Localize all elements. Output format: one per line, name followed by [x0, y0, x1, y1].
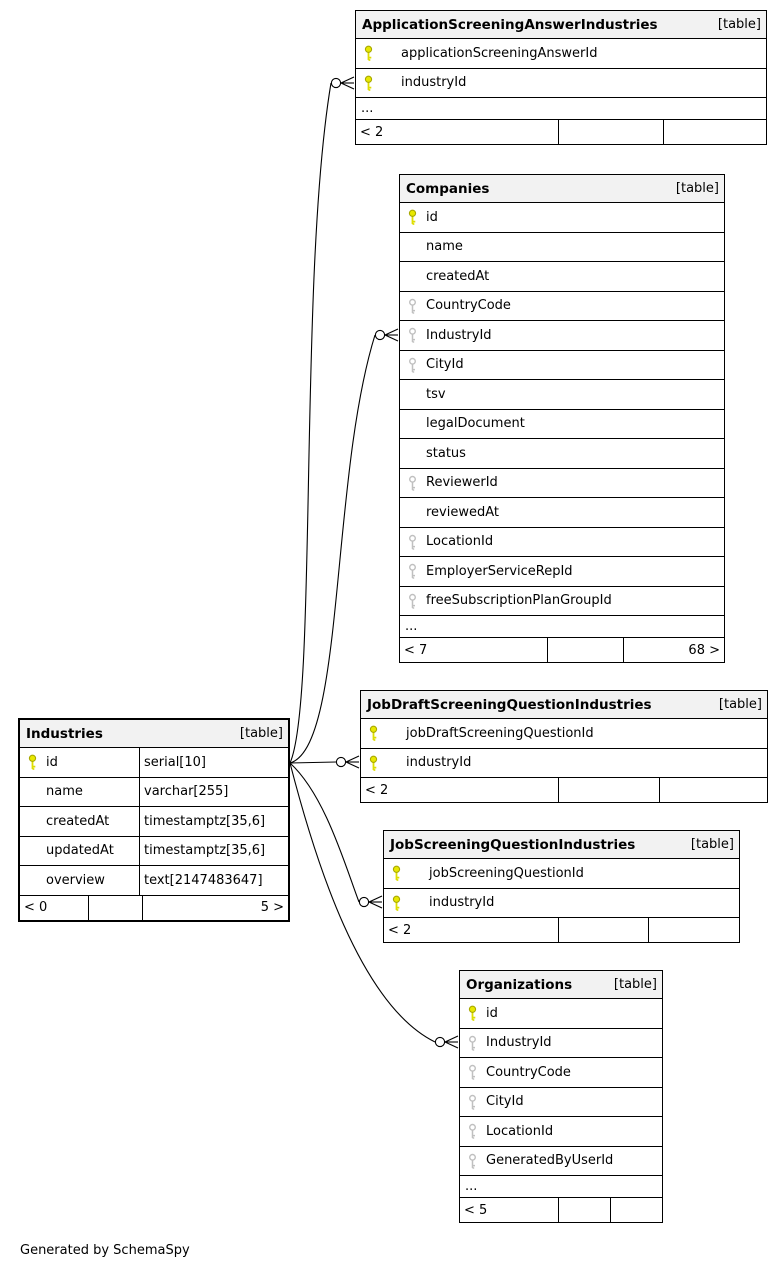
no-key-icon — [27, 872, 38, 888]
table-footer — [20, 896, 288, 920]
column-row — [361, 719, 767, 749]
more-columns-ellipsis: ... — [400, 616, 724, 638]
column-row — [400, 439, 724, 469]
column-name-cell — [20, 748, 140, 777]
crows-foot-marker — [369, 902, 382, 908]
column-name: tsv — [426, 386, 446, 402]
column-name: CountryCode — [486, 1064, 571, 1080]
column-row — [460, 1117, 662, 1147]
primary-key-icon — [391, 865, 402, 881]
table-organizations — [459, 970, 663, 1223]
table-title[interactable]: ApplicationScreeningAnswerIndustries — [362, 16, 658, 33]
primary-key-icon — [363, 45, 374, 61]
crows-foot-marker — [346, 762, 359, 768]
table-header — [20, 720, 288, 748]
no-key-icon — [407, 268, 418, 284]
foreign-key-icon — [467, 1035, 478, 1051]
column-name: CountryCode — [426, 298, 511, 314]
primary-key-icon — [368, 755, 379, 771]
table-companies — [399, 174, 725, 663]
primary-key-icon — [368, 725, 379, 741]
table-footer — [400, 638, 724, 662]
footer-middle-cell — [559, 918, 649, 942]
column-row — [460, 999, 662, 1029]
table-footer — [361, 778, 767, 802]
connector-circle-marker — [336, 757, 345, 766]
column-row — [400, 587, 724, 617]
more-columns-ellipsis: ... — [460, 1176, 662, 1198]
column-name: GeneratedByUserId — [486, 1153, 614, 1169]
table-type-badge: [table] — [717, 17, 761, 32]
child-degree-cell: 68 > — [688, 642, 720, 658]
primary-key-icon — [363, 75, 374, 91]
column-name: EmployerServiceRepId — [426, 563, 573, 579]
column-name: name — [426, 239, 463, 255]
crows-foot-marker — [369, 896, 382, 902]
column-type: serial[10] — [144, 754, 206, 770]
primary-key-icon — [467, 1005, 478, 1021]
crows-foot-marker — [445, 1036, 458, 1042]
column-name-cell — [20, 807, 140, 836]
table-footer — [356, 120, 766, 144]
no-key-icon — [27, 843, 38, 859]
column-row — [20, 748, 288, 778]
foreign-key-icon — [407, 357, 418, 373]
table-title[interactable]: Industries — [26, 725, 103, 742]
column-name: ReviewerId — [426, 475, 498, 491]
column-row — [400, 469, 724, 499]
table-type-badge: [table] — [239, 726, 283, 741]
no-key-icon — [27, 813, 38, 829]
foreign-key-icon — [467, 1153, 478, 1169]
column-type-cell — [140, 755, 288, 770]
footer-middle-cell — [548, 638, 624, 662]
generated-by-note: Generated by SchemaSpy — [20, 1243, 190, 1258]
no-key-icon — [407, 239, 418, 255]
column-row — [400, 233, 724, 263]
connector-circle-marker — [375, 330, 384, 339]
footer-middle-cell — [89, 896, 143, 920]
no-key-icon — [27, 784, 38, 800]
column-row — [460, 1147, 662, 1177]
foreign-key-icon — [467, 1064, 478, 1080]
foreign-key-icon — [467, 1123, 478, 1139]
foreign-key-icon — [407, 563, 418, 579]
connector-circle-marker — [331, 78, 340, 87]
foreign-key-icon — [407, 327, 418, 343]
table-header — [356, 11, 766, 39]
column-row — [400, 410, 724, 440]
primary-key-icon — [407, 209, 418, 225]
column-name: jobScreeningQuestionId — [429, 865, 584, 881]
column-row — [460, 1058, 662, 1088]
table-title[interactable]: Companies — [406, 180, 490, 197]
column-name: status — [426, 445, 466, 461]
table-header — [460, 971, 662, 999]
crows-foot-marker — [346, 756, 359, 762]
column-type-cell — [140, 814, 288, 829]
table-type-badge: [table] — [718, 697, 762, 712]
column-name: IndustryId — [426, 327, 492, 343]
column-row — [20, 807, 288, 837]
table-jobdraftscreeningquestionindustries — [360, 690, 768, 803]
column-row — [400, 498, 724, 528]
table-jobscreeningquestionindustries — [383, 830, 740, 943]
child-degree-cell — [649, 918, 739, 942]
table-footer — [460, 1198, 662, 1222]
column-type: timestamptz[35,6] — [144, 813, 266, 829]
foreign-key-icon — [407, 534, 418, 550]
more-columns-ellipsis: ... — [356, 98, 766, 120]
column-row — [20, 866, 288, 896]
table-type-badge: [table] — [690, 837, 734, 852]
column-row — [20, 837, 288, 867]
parent-degree-cell: < 2 — [361, 778, 559, 802]
column-name: id — [486, 1005, 498, 1021]
foreign-key-icon — [467, 1094, 478, 1110]
column-name-cell — [20, 866, 140, 895]
column-row — [400, 528, 724, 558]
column-type: text[2147483647] — [144, 872, 263, 888]
column-row — [384, 889, 739, 919]
crows-foot-marker — [341, 83, 354, 89]
connector-circle-marker — [435, 1037, 444, 1046]
column-row — [356, 69, 766, 99]
parent-degree-cell: < 2 — [356, 120, 559, 144]
column-row — [356, 39, 766, 69]
primary-key-icon — [27, 754, 38, 770]
parent-degree-cell: < 0 — [20, 896, 89, 920]
column-name: updatedAt — [46, 843, 114, 859]
column-name: createdAt — [46, 813, 110, 829]
crows-foot-marker — [445, 1042, 458, 1048]
foreign-key-icon — [407, 475, 418, 491]
crows-foot-marker — [341, 77, 354, 83]
column-row — [400, 557, 724, 587]
child-degree-cell: 5 > — [260, 900, 284, 915]
column-name: id — [46, 754, 58, 770]
no-key-icon — [407, 504, 418, 520]
footer-middle-cell — [559, 1198, 611, 1222]
column-name: id — [426, 209, 438, 225]
column-name: jobDraftScreeningQuestionId — [406, 725, 594, 741]
column-row — [384, 859, 739, 889]
column-name: LocationId — [486, 1123, 554, 1139]
child-degree-cell — [660, 778, 767, 802]
column-row — [460, 1029, 662, 1059]
column-type-cell — [140, 784, 288, 799]
relationship-line — [290, 83, 331, 763]
column-name: freeSubscriptionPlanGroupId — [426, 593, 612, 609]
table-title[interactable]: Organizations — [466, 976, 573, 993]
table-applicationscreeninganswerindustries — [355, 10, 767, 145]
column-row — [400, 321, 724, 351]
column-name: overview — [46, 872, 105, 888]
column-row — [361, 749, 767, 779]
crows-foot-marker — [385, 329, 398, 335]
foreign-key-icon — [407, 298, 418, 314]
column-name: IndustryId — [486, 1035, 552, 1051]
column-name: industryId — [429, 895, 495, 911]
table-header — [384, 831, 739, 859]
column-type-cell — [140, 843, 288, 858]
table-title[interactable]: JobScreeningQuestionIndustries — [390, 836, 636, 853]
parent-degree-cell: < 2 — [384, 918, 559, 942]
column-row — [400, 262, 724, 292]
table-industries — [18, 718, 290, 922]
column-name: name — [46, 784, 83, 800]
connector-circle-marker — [359, 897, 368, 906]
column-row — [460, 1088, 662, 1118]
foreign-key-icon — [407, 593, 418, 609]
relationship-line — [290, 762, 336, 763]
relationship-line — [290, 763, 359, 902]
no-key-icon — [407, 416, 418, 432]
column-name: createdAt — [426, 268, 490, 284]
table-footer — [384, 918, 739, 942]
column-name-cell — [20, 778, 140, 807]
column-row — [400, 380, 724, 410]
no-key-icon — [407, 386, 418, 402]
column-row — [20, 778, 288, 808]
crows-foot-marker — [385, 335, 398, 341]
table-header — [400, 175, 724, 203]
table-title[interactable]: JobDraftScreeningQuestionIndustries — [367, 696, 652, 713]
child-degree-cell — [664, 120, 766, 144]
table-type-badge: [table] — [613, 977, 657, 992]
child-degree-cell — [611, 1198, 662, 1222]
column-type: timestamptz[35,6] — [144, 843, 266, 859]
column-name: applicationScreeningAnswerId — [401, 45, 598, 61]
parent-degree-cell: < 5 — [460, 1198, 559, 1222]
column-row — [400, 203, 724, 233]
column-name: LocationId — [426, 534, 494, 550]
column-name: legalDocument — [426, 416, 525, 432]
column-name-cell — [20, 837, 140, 866]
column-row — [400, 351, 724, 381]
column-name: CityId — [426, 357, 464, 373]
column-row — [400, 292, 724, 322]
column-name: industryId — [401, 75, 467, 91]
column-type-cell — [140, 873, 288, 888]
column-type: varchar[255] — [144, 784, 229, 800]
table-header — [361, 691, 767, 719]
column-name: industryId — [406, 755, 472, 771]
parent-degree-cell: < 7 — [400, 638, 548, 662]
footer-middle-cell — [559, 778, 660, 802]
column-name: reviewedAt — [426, 504, 500, 520]
primary-key-icon — [391, 895, 402, 911]
table-type-badge: [table] — [675, 181, 719, 196]
column-name: CityId — [486, 1094, 524, 1110]
footer-middle-cell — [559, 120, 664, 144]
no-key-icon — [407, 445, 418, 461]
